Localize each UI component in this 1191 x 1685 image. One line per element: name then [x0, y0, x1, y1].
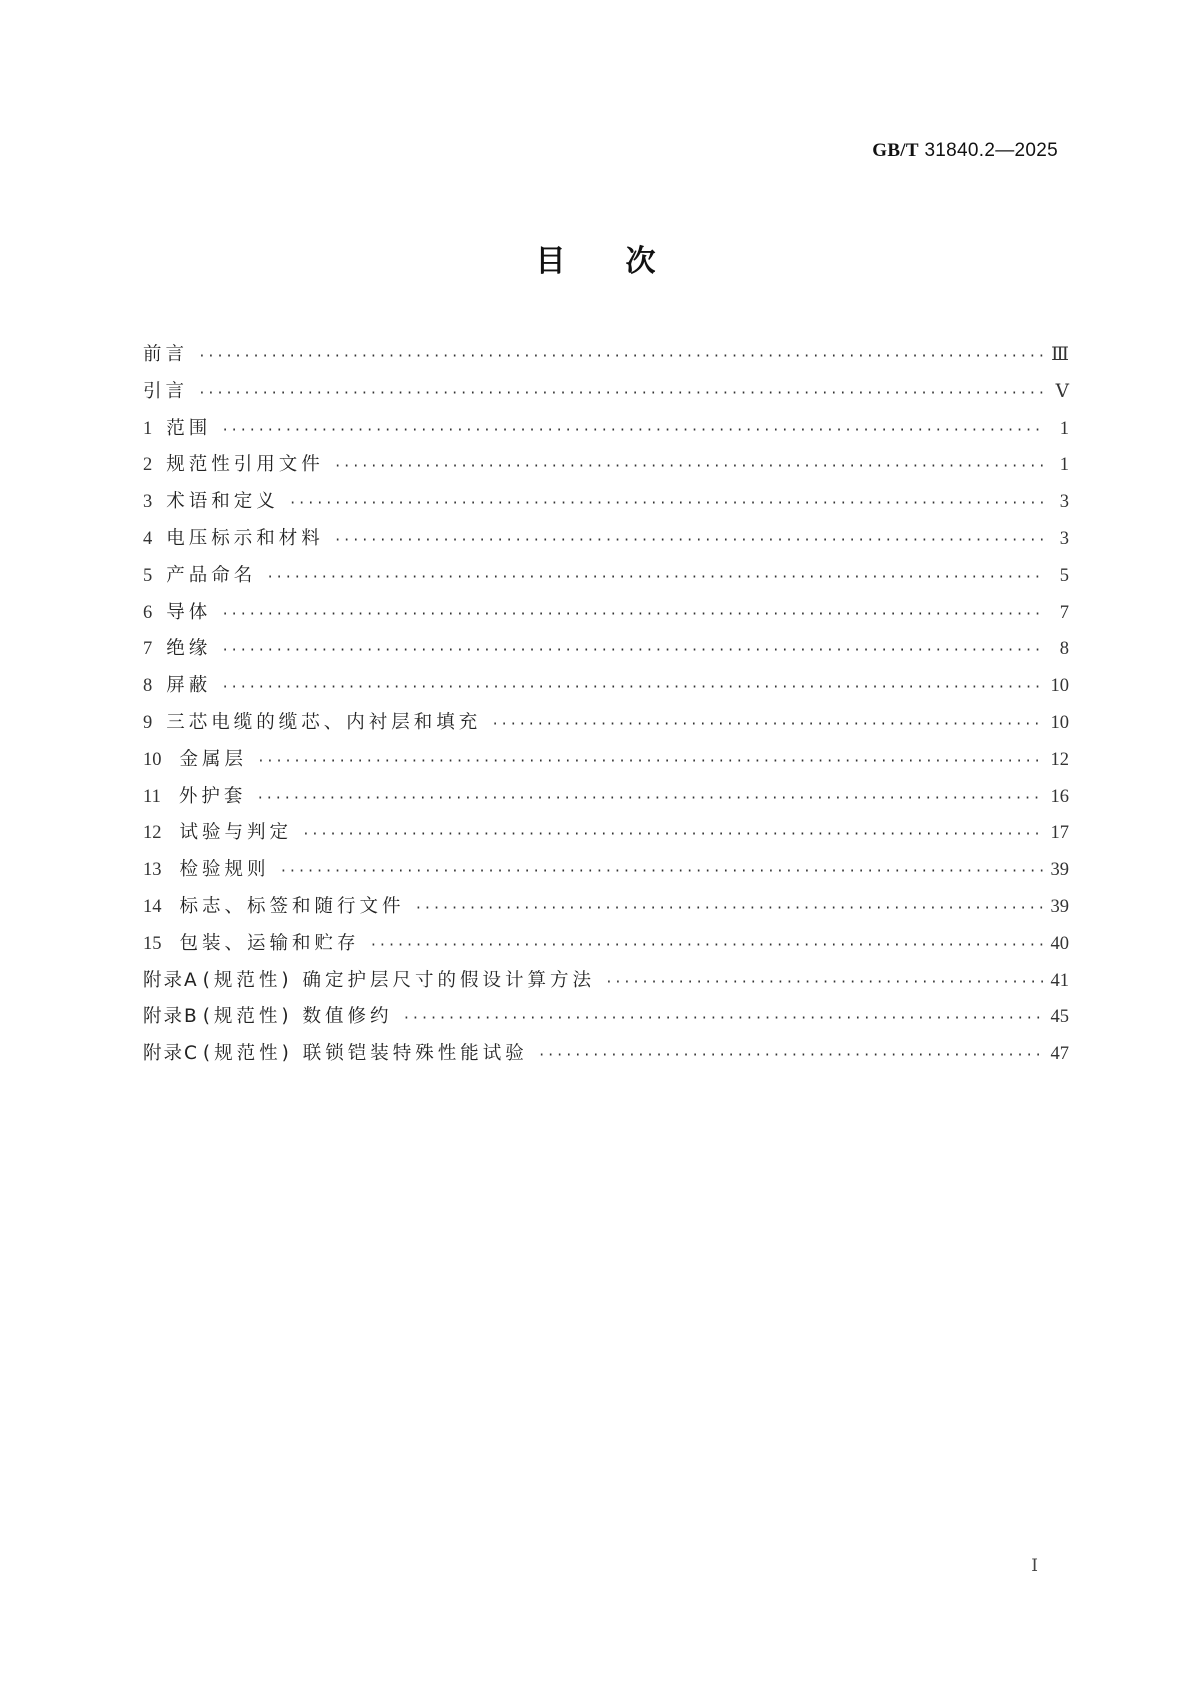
- toc-entry-label: 规范性引用文件: [166, 454, 324, 476]
- toc-entry-page: 3: [1059, 492, 1069, 513]
- toc-entry-number: 15: [143, 933, 162, 954]
- toc-leader-dots: [403, 1001, 1043, 1038]
- toc-leader-dots: [491, 707, 1042, 744]
- toc-leader-dots: [415, 891, 1043, 928]
- toc-entry-number: 10: [143, 749, 162, 770]
- standard-number: 31840.2—2025: [924, 140, 1058, 161]
- toc-entry-number: 9: [143, 712, 153, 733]
- toc-entry-number: 8: [143, 676, 153, 697]
- toc-entry-14[interactable]: [143, 889, 1069, 926]
- toc-leader-dots: [221, 633, 1043, 670]
- toc-entry-number: 7: [143, 639, 153, 660]
- toc-entry-page: 40: [1050, 933, 1069, 954]
- toc-entry-page: 5: [1059, 565, 1069, 586]
- toc-entry-page: 39: [1050, 896, 1069, 917]
- toc-entry-2[interactable]: [143, 447, 1069, 484]
- toc-entry-11[interactable]: [143, 779, 1069, 816]
- toc-entry-page: Ⅲ: [1051, 345, 1069, 365]
- toc-entry-page: 3: [1059, 528, 1069, 549]
- standard-code: [872, 140, 1058, 162]
- toc-entry-page: 17: [1050, 823, 1069, 844]
- toc-entry-label: 标志、标签和随行文件: [179, 895, 405, 917]
- toc-entry-3[interactable]: [143, 484, 1069, 521]
- toc-entry-number: 5: [143, 565, 153, 586]
- toc-entry-label: 范围: [166, 417, 212, 439]
- toc-entry-6[interactable]: [143, 595, 1069, 632]
- toc-entry-label: 检验规则: [179, 859, 270, 881]
- toc-leader-dots: [257, 744, 1042, 781]
- toc-entry-label: 术语和定义: [166, 491, 279, 513]
- toc-entry-page: 1: [1059, 455, 1069, 476]
- toc-entry-number: 2: [143, 455, 153, 476]
- toc-entry-label: 前言: [143, 344, 189, 365]
- toc-entry-label: 产品命名: [166, 564, 257, 586]
- table-of-contents: [143, 337, 1069, 1073]
- toc-entry-page: 45: [1050, 1007, 1069, 1028]
- toc-entry-number: 13: [143, 860, 162, 881]
- toc-entry-7[interactable]: [143, 631, 1069, 668]
- toc-leader-dots: [221, 413, 1043, 450]
- toc-entry-page: 7: [1059, 602, 1069, 623]
- toc-entry-number: 6: [143, 602, 153, 623]
- toc-entry-label: 金属层: [179, 748, 248, 770]
- toc-leader-dots: [221, 597, 1043, 634]
- toc-entry-label: (规范性) 确定护层尺寸的假设计算方法: [202, 969, 595, 991]
- toc-entry-label: 屏蔽: [166, 675, 212, 697]
- toc-entry-page: 47: [1050, 1044, 1069, 1065]
- toc-entry-number: 附录B: [143, 1006, 199, 1028]
- toc-leader-dots: [198, 376, 1043, 413]
- toc-leader-dots: [302, 817, 1042, 854]
- toc-entry-label: 三芯电缆的缆芯、内衬层和填充: [166, 711, 482, 733]
- toc-entry-12[interactable]: [143, 815, 1069, 852]
- toc-entry-page: 41: [1050, 970, 1069, 991]
- toc-leader-dots: [334, 523, 1043, 560]
- toc-leader-dots: [221, 670, 1042, 707]
- toc-entry-label: 导体: [166, 601, 212, 623]
- toc-entry-number: 3: [143, 492, 153, 513]
- toc-entry-number: 4: [143, 528, 153, 549]
- toc-entry-label: 绝缘: [166, 638, 212, 660]
- toc-entry-page: 10: [1050, 676, 1069, 697]
- toc-entry-number: 附录A: [143, 969, 199, 991]
- toc-entry-1[interactable]: [143, 411, 1069, 448]
- toc-entry-number: 附录C: [143, 1043, 199, 1065]
- toc-entry-label: (规范性) 联锁铠装特殊性能试验: [202, 1043, 528, 1065]
- toc-entry-label: 引言: [143, 380, 189, 402]
- toc-entry-15[interactable]: [143, 926, 1069, 963]
- toc-entry-page: 1: [1059, 418, 1069, 439]
- toc-leader-dots: [605, 965, 1043, 1002]
- toc-entry-13[interactable]: [143, 852, 1069, 889]
- toc-entry-page: Ⅴ: [1055, 381, 1069, 402]
- standard-prefix: GB/T: [872, 140, 919, 161]
- toc-entry-4[interactable]: [143, 521, 1069, 558]
- toc-entry-8[interactable]: [143, 668, 1069, 705]
- toc-leader-dots: [256, 781, 1042, 818]
- toc-entry-10[interactable]: [143, 742, 1069, 779]
- toc-entry-number: 12: [143, 823, 162, 844]
- toc-entry-introduction[interactable]: [143, 374, 1069, 411]
- toc-entry-page: 12: [1050, 749, 1069, 770]
- toc-leader-dots: [538, 1038, 1043, 1075]
- toc-leader-dots: [334, 449, 1043, 486]
- toc-leader-dots: [370, 928, 1043, 965]
- toc-entry-label: 外护套: [178, 785, 247, 807]
- toc-entry-number: 1: [143, 418, 153, 439]
- toc-leader-dots: [280, 854, 1043, 891]
- toc-entry-page: 39: [1050, 860, 1069, 881]
- toc-leader-dots: [198, 339, 1043, 376]
- toc-entry-label: 包装、运输和贮存: [179, 932, 360, 954]
- toc-entry-label: 电压标示和材料: [166, 527, 324, 549]
- toc-leader-dots: [289, 486, 1043, 523]
- toc-entry-appendix-c[interactable]: [143, 1036, 1069, 1073]
- toc-entry-5[interactable]: [143, 558, 1069, 595]
- toc-entry-number: 11: [143, 786, 161, 807]
- toc-entry-foreword[interactable]: [143, 337, 1069, 374]
- toc-entry-page: 10: [1050, 712, 1069, 733]
- toc-entry-page: 16: [1050, 786, 1069, 807]
- toc-leader-dots: [266, 560, 1043, 597]
- page-number: Ⅰ: [1031, 1556, 1038, 1575]
- toc-entry-page: 8: [1059, 639, 1069, 660]
- toc-entry-9[interactable]: [143, 705, 1069, 742]
- toc-entry-appendix-b[interactable]: [143, 999, 1069, 1036]
- toc-title: 目次: [535, 244, 716, 279]
- toc-entry-label: 试验与判定: [179, 822, 293, 844]
- toc-entry-appendix-a[interactable]: [143, 963, 1069, 1000]
- toc-entry-number: 14: [143, 896, 162, 917]
- toc-entry-label: (规范性) 数值修约: [202, 1006, 393, 1028]
